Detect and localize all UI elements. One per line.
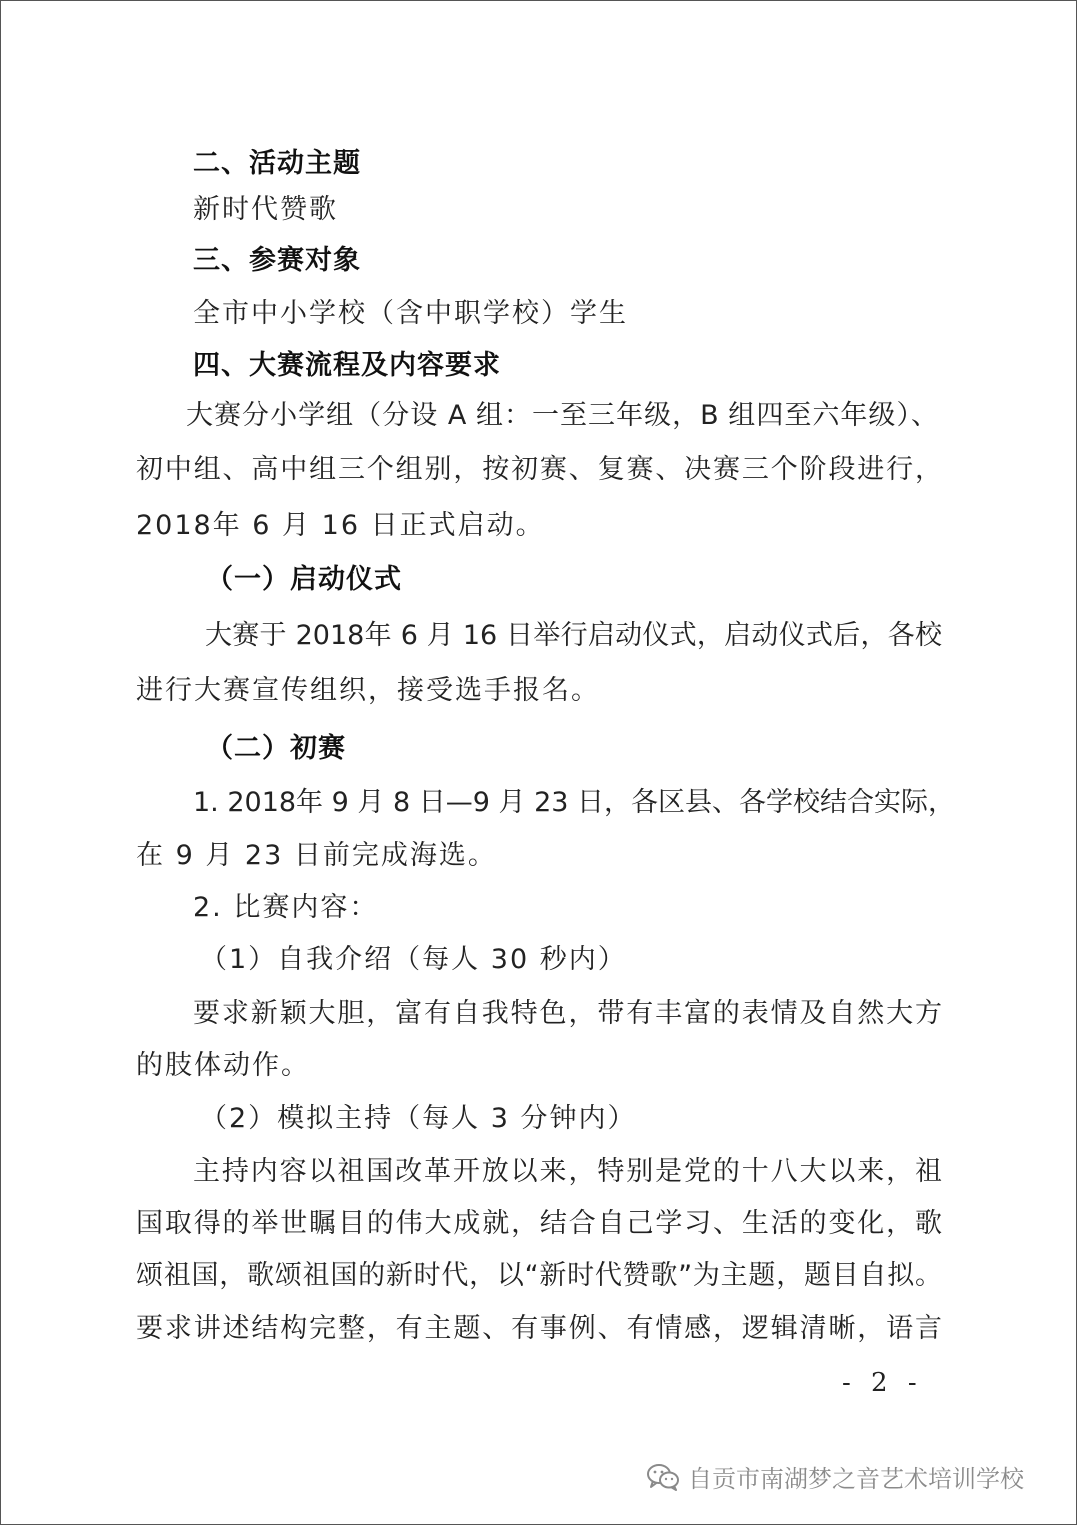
mock-host-line-3: 颂祖国，歌颂祖国的新时代，以“新时代赞歌”为主题，题目自拟。 (136, 1260, 942, 1291)
preliminary-item-1-line-2: 在 9 月 23 日前完成海选。 (136, 840, 497, 871)
section-heading-participants: 三、参赛对象 (193, 245, 361, 276)
launch-paragraph-line-1: 大赛于 2018年 6 月 16 日举行启动仪式，启动仪式后，各校 (205, 620, 942, 651)
process-paragraph-line-3: 2018年 6 月 16 日正式启动。 (136, 510, 545, 541)
subheading-preliminary: （二）初赛 (206, 733, 346, 764)
watermark-text: 自贡市南湖梦之音艺术培训学校 (688, 1465, 1024, 1493)
self-intro-line-2: 的肢体动作。 (136, 1050, 310, 1081)
process-paragraph-line-2: 初中组、高中组三个组别，按初赛、复赛、决赛三个阶段进行， (136, 454, 942, 485)
page-number: - 2 - (842, 1368, 923, 1398)
mock-host-line-2: 国取得的举世瞩目的伟大成就，结合自己学习、生活的变化，歌 (136, 1208, 942, 1239)
mock-host-line-1: 主持内容以祖国改革开放以来，特别是党的十八大以来，祖 (193, 1156, 942, 1187)
participants-text: 全市中小学校（含中职学校）学生 (193, 298, 628, 329)
wechat-icon (646, 1463, 680, 1491)
sub-item-mock-host: （2）模拟主持（每人 3 分钟内） (200, 1103, 637, 1134)
self-intro-line-1: 要求新颖大胆，富有自我特色，带有丰富的表情及自然大方 (193, 998, 942, 1029)
preliminary-item-1-line-1: 1. 2018年 9 月 8 日—9 月 23 日，各区县、各学校结合实际， (193, 787, 956, 818)
preliminary-item-2: 2. 比赛内容： (193, 892, 379, 923)
launch-paragraph-line-2: 进行大赛宣传组织，接受选手报名。 (136, 675, 600, 706)
watermark (646, 1459, 1024, 1494)
theme-text: 新时代赞歌 (193, 194, 338, 225)
section-heading-process: 四、大赛流程及内容要求 (193, 350, 501, 381)
section-heading-theme: 二、活动主题 (193, 148, 361, 179)
subheading-launch-ceremony: （一）启动仪式 (206, 564, 402, 595)
sub-item-self-intro: （1）自我介绍（每人 30 秒内） (200, 944, 627, 975)
process-paragraph-line-1: 大赛分小学组（分设 A 组：一至三年级，B 组四至六年级）、 (186, 400, 938, 431)
mock-host-line-4: 要求讲述结构完整，有主题、有事例、有情感，逻辑清晰，语言 (136, 1313, 942, 1344)
